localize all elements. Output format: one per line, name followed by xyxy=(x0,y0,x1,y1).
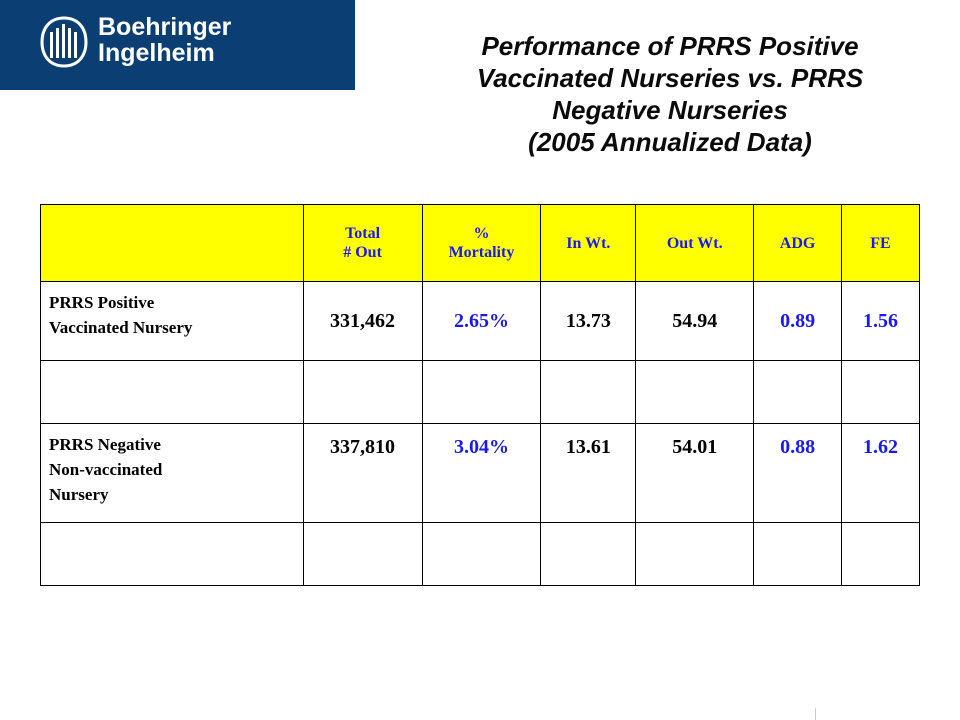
row-label xyxy=(41,424,304,523)
row-label-line: Nursery xyxy=(49,485,109,504)
footer-divider xyxy=(815,708,816,720)
title-line: Negative Nurseries xyxy=(552,95,788,125)
row-label-line: Vaccinated Nursery xyxy=(49,318,193,337)
empty-cell xyxy=(41,523,304,586)
header-out-wt: Out Wt. xyxy=(636,205,754,282)
performance-table xyxy=(40,204,920,586)
cell-out-wt: 54.94 xyxy=(636,282,754,361)
empty-cell xyxy=(422,361,541,424)
cell-mortality: 2.65% xyxy=(422,282,541,361)
row-label-line: PRRS Positive xyxy=(49,293,155,312)
cell-fe: 1.62 xyxy=(842,424,920,523)
brand-name-line2: Ingelheim xyxy=(98,39,215,67)
empty-cell xyxy=(636,361,754,424)
cell-adg: 0.88 xyxy=(754,424,842,523)
empty-cell xyxy=(303,523,422,586)
empty-cell xyxy=(422,523,541,586)
header-fe: FE xyxy=(842,205,920,282)
empty-cell xyxy=(754,361,842,424)
cell-total-out: 337,810 xyxy=(303,424,422,523)
header-adg: ADG xyxy=(754,205,842,282)
empty-cell xyxy=(541,361,636,424)
cell-mortality: 3.04% xyxy=(422,424,541,523)
header-total-out xyxy=(303,205,422,282)
brand-name xyxy=(98,14,231,66)
empty-cell xyxy=(41,361,304,424)
cell-in-wt: 13.73 xyxy=(541,282,636,361)
empty-row xyxy=(41,523,920,586)
row-label-line: PRRS Negative xyxy=(49,435,161,454)
cell-in-wt: 13.61 xyxy=(541,424,636,523)
brand-name-line1: Boehringer xyxy=(98,13,232,41)
empty-row xyxy=(41,361,920,424)
table-row xyxy=(41,424,920,523)
empty-cell xyxy=(636,523,754,586)
header-mortality xyxy=(422,205,541,282)
empty-cell xyxy=(541,523,636,586)
row-label xyxy=(41,282,304,361)
title-line: Performance of PRRS Positive xyxy=(481,31,859,61)
cell-out-wt: 54.01 xyxy=(636,424,754,523)
row-label-line: Non-vaccinated xyxy=(49,460,163,479)
empty-cell xyxy=(754,523,842,586)
header-text: % xyxy=(473,225,490,242)
header-cell-empty xyxy=(41,205,304,282)
header-text: Mortality xyxy=(448,244,515,261)
title-line: Vaccinated Nurseries vs. PRRS xyxy=(476,63,864,93)
cell-fe: 1.56 xyxy=(842,282,920,361)
header-text: Total xyxy=(345,225,381,242)
header-row xyxy=(41,205,920,282)
cell-total-out: 331,462 xyxy=(303,282,422,361)
header-in-wt: In Wt. xyxy=(541,205,636,282)
cell-adg: 0.89 xyxy=(754,282,842,361)
empty-cell xyxy=(842,361,920,424)
slide-title xyxy=(400,30,940,158)
header-text: # Out xyxy=(343,244,382,261)
brand-bar xyxy=(0,0,355,90)
boehringer-logo-icon xyxy=(40,14,88,70)
empty-cell xyxy=(303,361,422,424)
table-row xyxy=(41,282,920,361)
title-line: (2005 Annualized Data) xyxy=(528,127,812,157)
empty-cell xyxy=(842,523,920,586)
